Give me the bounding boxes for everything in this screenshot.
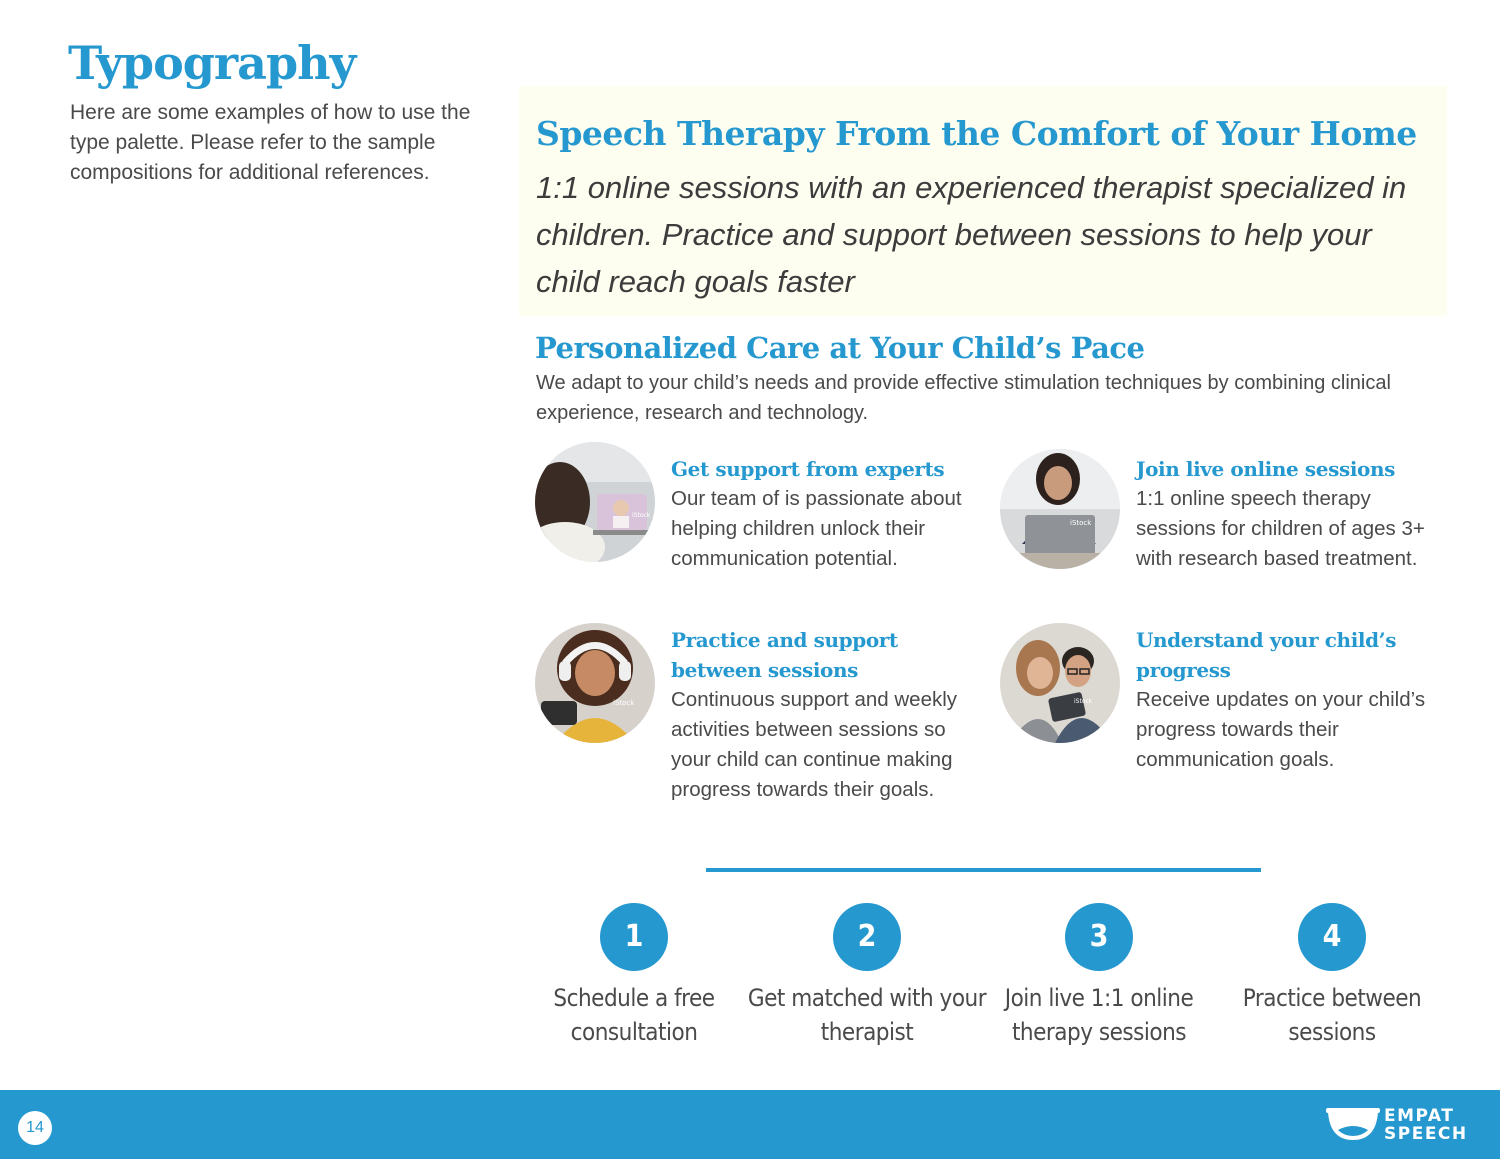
- photo-watermark: iStock: [613, 699, 635, 707]
- intro-text: Here are some examples of how to use the type palette. Please refer to the sample compositions for additional references.: [70, 101, 471, 184]
- photo-watermark: iStock: [632, 512, 651, 519]
- feature-title: Get support from experts: [671, 457, 945, 481]
- step-label: Schedule a free consultation: [553, 984, 715, 1046]
- hero-title: Speech Therapy From the Comfort of Your Home: [536, 114, 1417, 153]
- photo-watermark: iStock: [1074, 698, 1093, 705]
- step-item: [514, 903, 754, 1049]
- empat-speech-logo: [1326, 1105, 1476, 1145]
- feature-title: Join live online sessions: [1136, 457, 1395, 481]
- photo-watermark: iStock: [1070, 519, 1092, 527]
- page-title: Typography: [68, 36, 356, 90]
- photo-child-laptop: [1000, 449, 1120, 569]
- step-label: Join live 1:1 online therapy sessions: [1004, 984, 1194, 1046]
- feature-body: Continuous support and weekly activities between sessions so your child can continue making progress towards their goals.: [671, 688, 958, 801]
- step-item: [979, 903, 1219, 1049]
- section-description: We adapt to your child’s needs and provide effective stimulation techniques by combining clinical experience, research and technology.: [536, 372, 1391, 424]
- section-title: Personalized Care at Your Child’s Pace: [535, 331, 1145, 365]
- feature-body: Receive updates on your child’s progress towards their communication goals.: [1136, 688, 1426, 771]
- hero-box: [519, 86, 1447, 316]
- section-divider: [706, 868, 1261, 872]
- feature-item: [1000, 449, 1450, 649]
- feature-item: [1000, 623, 1450, 823]
- step-number-badge: 4: [1298, 903, 1366, 971]
- step-number-badge: 3: [1065, 903, 1133, 971]
- feature-title: Practice and support between sessions: [671, 628, 898, 682]
- step-item: [1212, 903, 1452, 1049]
- feature-item: [535, 442, 985, 642]
- feature-body: 1:1 online speech therapy sessions for children of ages 3+ with research based treatment.: [1136, 487, 1425, 570]
- step-label: Get matched with your therapist: [747, 984, 987, 1046]
- logo-text-empat: EMPAT: [1384, 1106, 1455, 1126]
- photo-child-headphones: [535, 623, 655, 743]
- logo-text-speech: SPEECH: [1384, 1124, 1468, 1144]
- feature-item: [535, 623, 985, 823]
- smile-cup-icon: [1326, 1106, 1380, 1144]
- page-number: 14: [18, 1111, 52, 1145]
- photo-parents-tablet: [1000, 623, 1120, 743]
- hero-subtitle: 1:1 online sessions with an experienced therapist specialized in children. Practice and support between sessions to help your child reach goals faster: [536, 170, 1407, 299]
- photo-therapist-video-call: [535, 442, 655, 562]
- step-number-badge: 1: [600, 903, 668, 971]
- footer-bar: [0, 1090, 1500, 1159]
- step-number-badge: 2: [833, 903, 901, 971]
- feature-body: Our team of is passionate about helping children unlock their communication potential.: [671, 487, 962, 570]
- feature-title: Understand your child’s progress: [1136, 628, 1397, 682]
- step-item: [747, 903, 987, 1049]
- step-label: Practice between sessions: [1242, 984, 1422, 1046]
